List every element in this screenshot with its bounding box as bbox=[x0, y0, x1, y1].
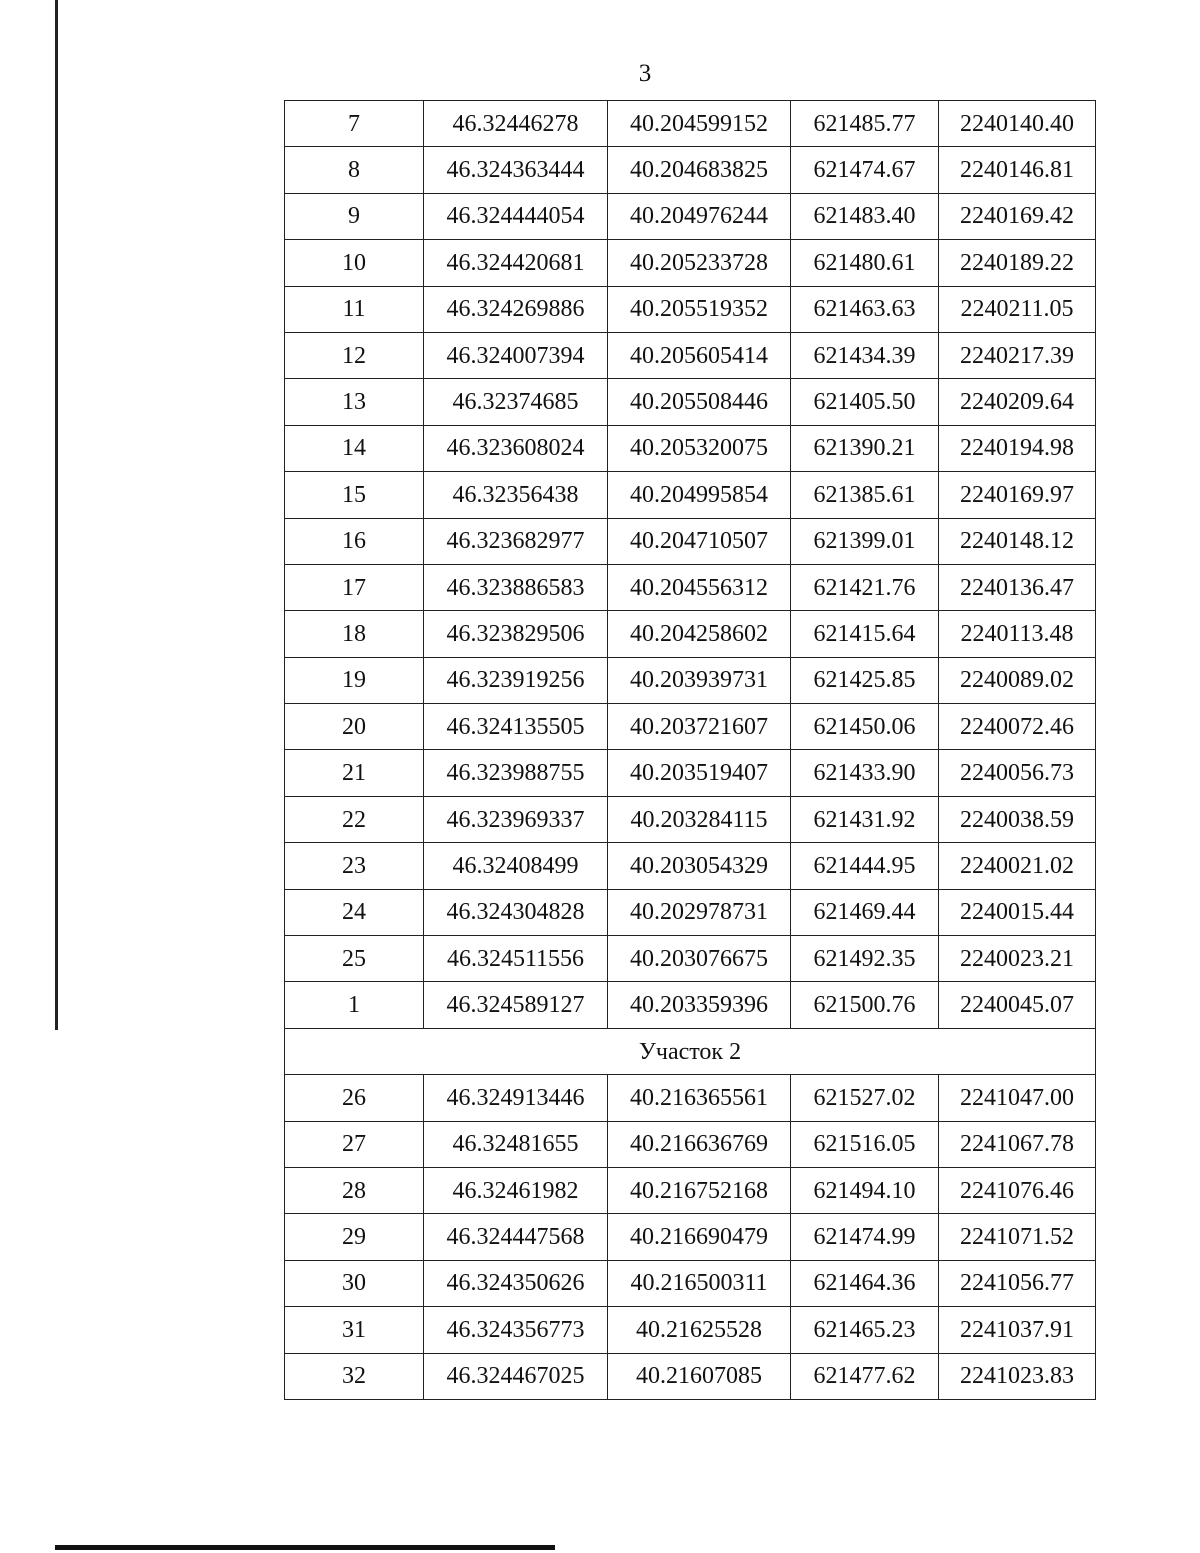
x-coordinate-cell: 621527.02 bbox=[791, 1075, 939, 1121]
y-coordinate-cell: 2240169.42 bbox=[939, 193, 1096, 239]
table-row bbox=[285, 657, 1096, 703]
y-coordinate-cell: 2240194.98 bbox=[939, 425, 1096, 471]
x-coordinate-cell: 621474.67 bbox=[791, 147, 939, 193]
point-number-cell: 21 bbox=[285, 750, 424, 796]
x-coordinate-cell: 621434.39 bbox=[791, 332, 939, 378]
latitude-cell: 46.324356773 bbox=[424, 1307, 608, 1353]
x-coordinate-cell: 621399.01 bbox=[791, 518, 939, 564]
longitude-cell: 40.203359396 bbox=[608, 982, 791, 1028]
y-coordinate-cell: 2241076.46 bbox=[939, 1167, 1096, 1213]
y-coordinate-cell: 2240015.44 bbox=[939, 889, 1096, 935]
y-coordinate-cell: 2240146.81 bbox=[939, 147, 1096, 193]
latitude-cell: 46.324304828 bbox=[424, 889, 608, 935]
table-row bbox=[285, 704, 1096, 750]
latitude-cell: 46.324589127 bbox=[424, 982, 608, 1028]
x-coordinate-cell: 621516.05 bbox=[791, 1121, 939, 1167]
x-coordinate-cell: 621405.50 bbox=[791, 379, 939, 425]
table-row bbox=[285, 332, 1096, 378]
x-coordinate-cell: 621474.99 bbox=[791, 1214, 939, 1260]
x-coordinate-cell: 621477.62 bbox=[791, 1353, 939, 1399]
point-number-cell: 12 bbox=[285, 332, 424, 378]
longitude-cell: 40.205320075 bbox=[608, 425, 791, 471]
point-number-cell: 11 bbox=[285, 286, 424, 332]
table-row bbox=[285, 286, 1096, 332]
point-number-cell: 25 bbox=[285, 936, 424, 982]
point-number-cell: 15 bbox=[285, 472, 424, 518]
scan-margin-line bbox=[55, 0, 58, 1030]
x-coordinate-cell: 621469.44 bbox=[791, 889, 939, 935]
y-coordinate-cell: 2240072.46 bbox=[939, 704, 1096, 750]
latitude-cell: 46.323919256 bbox=[424, 657, 608, 703]
y-coordinate-cell: 2240045.07 bbox=[939, 982, 1096, 1028]
table-row bbox=[285, 843, 1096, 889]
y-coordinate-cell: 2240148.12 bbox=[939, 518, 1096, 564]
y-coordinate-cell: 2240140.40 bbox=[939, 101, 1096, 147]
x-coordinate-cell: 621450.06 bbox=[791, 704, 939, 750]
footnote-rule bbox=[55, 1545, 555, 1550]
latitude-cell: 46.324007394 bbox=[424, 332, 608, 378]
latitude-cell: 46.32374685 bbox=[424, 379, 608, 425]
latitude-cell: 46.324447568 bbox=[424, 1214, 608, 1260]
x-coordinate-cell: 621425.85 bbox=[791, 657, 939, 703]
longitude-cell: 40.204995854 bbox=[608, 472, 791, 518]
point-number-cell: 32 bbox=[285, 1353, 424, 1399]
y-coordinate-cell: 2240021.02 bbox=[939, 843, 1096, 889]
point-number-cell: 26 bbox=[285, 1075, 424, 1121]
table-row bbox=[285, 1214, 1096, 1260]
x-coordinate-cell: 621464.36 bbox=[791, 1260, 939, 1306]
longitude-cell: 40.21607085 bbox=[608, 1353, 791, 1399]
point-number-cell: 19 bbox=[285, 657, 424, 703]
table-row bbox=[285, 889, 1096, 935]
y-coordinate-cell: 2240089.02 bbox=[939, 657, 1096, 703]
table-row bbox=[285, 796, 1096, 842]
point-number-cell: 13 bbox=[285, 379, 424, 425]
longitude-cell: 40.216365561 bbox=[608, 1075, 791, 1121]
x-coordinate-cell: 621385.61 bbox=[791, 472, 939, 518]
point-number-cell: 28 bbox=[285, 1167, 424, 1213]
table-row bbox=[285, 240, 1096, 286]
table-row bbox=[285, 611, 1096, 657]
page-number: 3 bbox=[638, 60, 652, 87]
x-coordinate-cell: 621485.77 bbox=[791, 101, 939, 147]
latitude-cell: 46.323829506 bbox=[424, 611, 608, 657]
x-coordinate-cell: 621433.90 bbox=[791, 750, 939, 796]
y-coordinate-cell: 2241023.83 bbox=[939, 1353, 1096, 1399]
latitude-cell: 46.324467025 bbox=[424, 1353, 608, 1399]
y-coordinate-cell: 2241047.00 bbox=[939, 1075, 1096, 1121]
latitude-cell: 46.323886583 bbox=[424, 564, 608, 610]
y-coordinate-cell: 2240169.97 bbox=[939, 472, 1096, 518]
longitude-cell: 40.204258602 bbox=[608, 611, 791, 657]
x-coordinate-cell: 621431.92 bbox=[791, 796, 939, 842]
longitude-cell: 40.203939731 bbox=[608, 657, 791, 703]
table-row bbox=[285, 518, 1096, 564]
table-row bbox=[285, 564, 1096, 610]
table-row bbox=[285, 936, 1096, 982]
x-coordinate-cell: 621415.64 bbox=[791, 611, 939, 657]
y-coordinate-cell: 2240209.64 bbox=[939, 379, 1096, 425]
table-row bbox=[285, 1075, 1096, 1121]
longitude-cell: 40.205233728 bbox=[608, 240, 791, 286]
longitude-cell: 40.21625528 bbox=[608, 1307, 791, 1353]
longitude-cell: 40.205508446 bbox=[608, 379, 791, 425]
table-row bbox=[285, 1167, 1096, 1213]
latitude-cell: 46.324511556 bbox=[424, 936, 608, 982]
table-row bbox=[285, 472, 1096, 518]
x-coordinate-cell: 621444.95 bbox=[791, 843, 939, 889]
point-number-cell: 16 bbox=[285, 518, 424, 564]
point-number-cell: 18 bbox=[285, 611, 424, 657]
x-coordinate-cell: 621483.40 bbox=[791, 193, 939, 239]
x-coordinate-cell: 621463.63 bbox=[791, 286, 939, 332]
x-coordinate-cell: 621492.35 bbox=[791, 936, 939, 982]
latitude-cell: 46.32408499 bbox=[424, 843, 608, 889]
table-row bbox=[285, 425, 1096, 471]
longitude-cell: 40.203076675 bbox=[608, 936, 791, 982]
table-row bbox=[285, 750, 1096, 796]
latitude-cell: 46.324350626 bbox=[424, 1260, 608, 1306]
x-coordinate-cell: 621465.23 bbox=[791, 1307, 939, 1353]
y-coordinate-cell: 2240136.47 bbox=[939, 564, 1096, 610]
point-number-cell: 1 bbox=[285, 982, 424, 1028]
latitude-cell: 46.323608024 bbox=[424, 425, 608, 471]
point-number-cell: 27 bbox=[285, 1121, 424, 1167]
longitude-cell: 40.204976244 bbox=[608, 193, 791, 239]
longitude-cell: 40.216500311 bbox=[608, 1260, 791, 1306]
section-row bbox=[285, 1028, 1096, 1074]
longitude-cell: 40.204556312 bbox=[608, 564, 791, 610]
table-row bbox=[285, 982, 1096, 1028]
y-coordinate-cell: 2240113.48 bbox=[939, 611, 1096, 657]
y-coordinate-cell: 2240189.22 bbox=[939, 240, 1096, 286]
y-coordinate-cell: 2241071.52 bbox=[939, 1214, 1096, 1260]
point-number-cell: 31 bbox=[285, 1307, 424, 1353]
y-coordinate-cell: 2240211.05 bbox=[939, 286, 1096, 332]
latitude-cell: 46.324363444 bbox=[424, 147, 608, 193]
section-label: Участок 2 bbox=[285, 1028, 1096, 1074]
x-coordinate-cell: 621421.76 bbox=[791, 564, 939, 610]
y-coordinate-cell: 2240038.59 bbox=[939, 796, 1096, 842]
table-body-part1 bbox=[285, 101, 1096, 1029]
y-coordinate-cell: 2241056.77 bbox=[939, 1260, 1096, 1306]
point-number-cell: 8 bbox=[285, 147, 424, 193]
table-row bbox=[285, 1121, 1096, 1167]
table-row bbox=[285, 193, 1096, 239]
point-number-cell: 9 bbox=[285, 193, 424, 239]
latitude-cell: 46.324420681 bbox=[424, 240, 608, 286]
table-row bbox=[285, 147, 1096, 193]
longitude-cell: 40.216690479 bbox=[608, 1214, 791, 1260]
longitude-cell: 40.203284115 bbox=[608, 796, 791, 842]
latitude-cell: 46.32461982 bbox=[424, 1167, 608, 1213]
latitude-cell: 46.323969337 bbox=[424, 796, 608, 842]
table-row bbox=[285, 1260, 1096, 1306]
longitude-cell: 40.203054329 bbox=[608, 843, 791, 889]
x-coordinate-cell: 621500.76 bbox=[791, 982, 939, 1028]
latitude-cell: 46.324135505 bbox=[424, 704, 608, 750]
longitude-cell: 40.202978731 bbox=[608, 889, 791, 935]
longitude-cell: 40.205605414 bbox=[608, 332, 791, 378]
x-coordinate-cell: 621390.21 bbox=[791, 425, 939, 471]
point-number-cell: 23 bbox=[285, 843, 424, 889]
latitude-cell: 46.324444054 bbox=[424, 193, 608, 239]
longitude-cell: 40.203721607 bbox=[608, 704, 791, 750]
latitude-cell: 46.323988755 bbox=[424, 750, 608, 796]
latitude-cell: 46.324913446 bbox=[424, 1075, 608, 1121]
point-number-cell: 10 bbox=[285, 240, 424, 286]
y-coordinate-cell: 2240023.21 bbox=[939, 936, 1096, 982]
longitude-cell: 40.204683825 bbox=[608, 147, 791, 193]
x-coordinate-cell: 621480.61 bbox=[791, 240, 939, 286]
table-row bbox=[285, 101, 1096, 147]
y-coordinate-cell: 2241067.78 bbox=[939, 1121, 1096, 1167]
table-row bbox=[285, 1353, 1096, 1399]
coordinates-table bbox=[284, 100, 1096, 1400]
y-coordinate-cell: 2240056.73 bbox=[939, 750, 1096, 796]
latitude-cell: 46.32446278 bbox=[424, 101, 608, 147]
point-number-cell: 22 bbox=[285, 796, 424, 842]
point-number-cell: 24 bbox=[285, 889, 424, 935]
longitude-cell: 40.204710507 bbox=[608, 518, 791, 564]
point-number-cell: 17 bbox=[285, 564, 424, 610]
point-number-cell: 7 bbox=[285, 101, 424, 147]
longitude-cell: 40.204599152 bbox=[608, 101, 791, 147]
point-number-cell: 14 bbox=[285, 425, 424, 471]
latitude-cell: 46.324269886 bbox=[424, 286, 608, 332]
y-coordinate-cell: 2240217.39 bbox=[939, 332, 1096, 378]
longitude-cell: 40.216752168 bbox=[608, 1167, 791, 1213]
point-number-cell: 30 bbox=[285, 1260, 424, 1306]
point-number-cell: 20 bbox=[285, 704, 424, 750]
latitude-cell: 46.323682977 bbox=[424, 518, 608, 564]
longitude-cell: 40.203519407 bbox=[608, 750, 791, 796]
longitude-cell: 40.205519352 bbox=[608, 286, 791, 332]
section-header-body bbox=[285, 1028, 1096, 1074]
longitude-cell: 40.216636769 bbox=[608, 1121, 791, 1167]
point-number-cell: 29 bbox=[285, 1214, 424, 1260]
x-coordinate-cell: 621494.10 bbox=[791, 1167, 939, 1213]
table-body-part2 bbox=[285, 1075, 1096, 1400]
y-coordinate-cell: 2241037.91 bbox=[939, 1307, 1096, 1353]
latitude-cell: 46.32481655 bbox=[424, 1121, 608, 1167]
latitude-cell: 46.32356438 bbox=[424, 472, 608, 518]
table-row bbox=[285, 1307, 1096, 1353]
table-row bbox=[285, 379, 1096, 425]
